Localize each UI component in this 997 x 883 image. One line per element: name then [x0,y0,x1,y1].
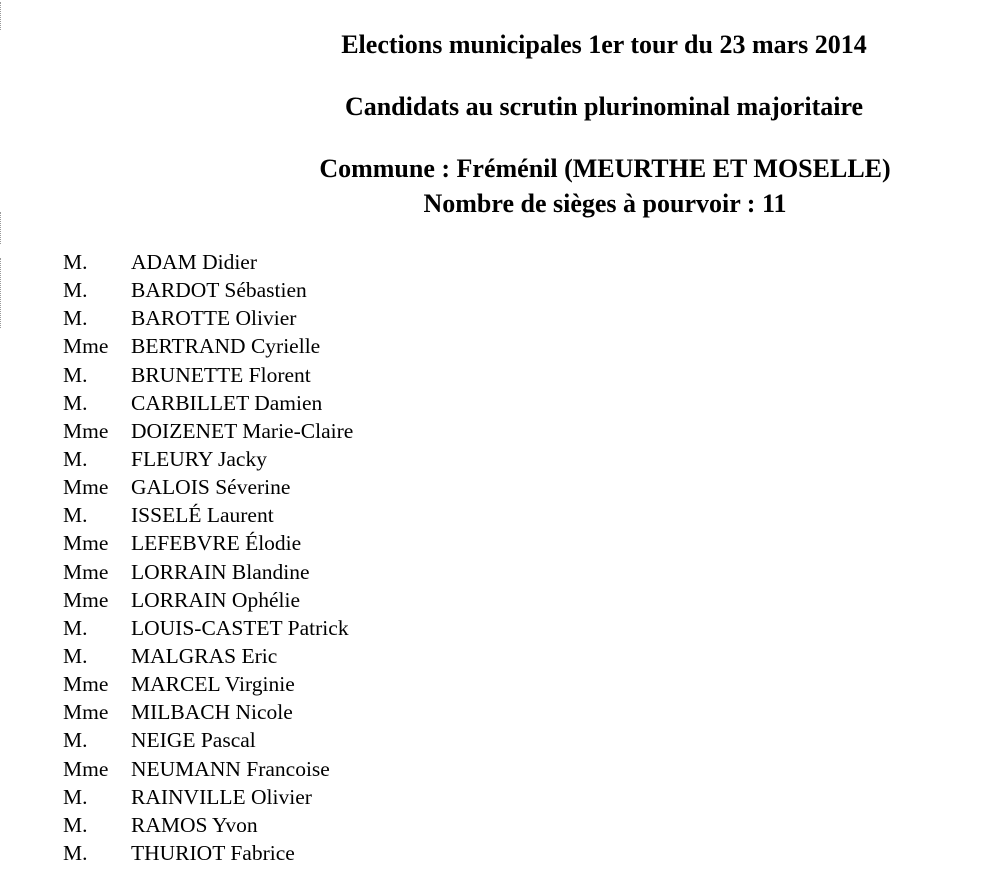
candidate-row [63,248,353,276]
candidate-row [63,698,353,726]
candidate-name: ISSELÉ Laurent [131,503,274,528]
candidate-civility: Mme [63,756,109,781]
candidate-row [63,276,353,304]
candidate-row [63,558,353,586]
candidate-row [63,726,353,754]
candidate-civility: Mme [63,334,109,359]
candidate-name: DOIZENET Marie-Claire [131,418,354,443]
seats-heading: Nombre de sièges à pourvoir : 11 [423,189,787,218]
candidate-name: FLEURY Jacky [131,446,267,471]
candidate-name: NEIGE Pascal [131,728,256,753]
candidate-civility: Mme [63,531,109,556]
candidate-name: MILBACH Nicole [131,700,293,725]
candidate-civility: M. [63,306,88,331]
candidate-name: BRUNETTE Florent [131,362,311,387]
candidate-row [63,389,353,417]
candidate-row [63,614,353,642]
candidate-row [63,304,353,332]
candidate-name: LOUIS-CASTET Patrick [131,615,349,640]
candidate-name: NEUMANN Francoise [131,756,330,781]
candidate-civility: M. [63,812,88,837]
candidate-name: MARCEL Virginie [131,672,295,697]
candidate-row [63,501,353,529]
candidate-row [63,755,353,783]
candidate-civility: M. [63,503,88,528]
candidate-name: LEFEBVRE Élodie [131,531,302,556]
document-title: Elections municipales 1er tour du 23 mars 2014 [341,30,867,59]
candidate-row [63,417,353,445]
candidate-name: THURIOT Fabrice [131,840,295,865]
candidate-civility: M. [63,643,88,668]
candidate-row [63,670,353,698]
scan-edge-marks [0,0,3,883]
candidate-list [63,248,353,867]
candidate-civility: M. [63,728,88,753]
candidate-row [63,445,353,473]
candidate-civility: M. [63,840,88,865]
candidate-civility: M. [63,615,88,640]
candidate-name: LORRAIN Blandine [131,559,310,584]
candidate-civility: Mme [63,672,109,697]
candidate-row [63,586,353,614]
candidate-name: GALOIS Séverine [131,475,291,500]
candidate-row [63,642,353,670]
candidate-row [63,529,353,557]
candidate-row [63,361,353,389]
candidate-civility: M. [63,390,88,415]
candidate-name: BARDOT Sébastien [131,278,307,303]
candidate-name: ADAM Didier [131,250,257,274]
candidate-civility: M. [63,362,88,387]
candidate-civility: Mme [63,559,109,584]
candidate-name: BAROTTE Olivier [131,306,297,331]
candidate-row [63,811,353,839]
candidate-name: RAINVILLE Olivier [131,784,312,809]
candidate-name: LORRAIN Ophélie [131,587,300,612]
candidate-name: BERTRAND Cyrielle [131,334,321,359]
candidate-name: RAMOS Yvon [131,812,258,837]
candidate-civility: Mme [63,418,109,443]
commune-heading: Commune : Fréménil (MEURTHE ET MOSELLE) [319,154,891,183]
candidate-row [63,332,353,360]
candidate-civility: M. [63,446,88,471]
candidate-civility: M. [63,278,88,303]
candidate-row [63,783,353,811]
candidate-row [63,473,353,501]
candidate-civility: Mme [63,475,109,500]
candidate-civility: Mme [63,587,109,612]
candidate-name: CARBILLET Damien [131,390,323,415]
candidate-name: MALGRAS Eric [131,643,278,668]
candidate-row [63,839,353,867]
candidate-civility: Mme [63,700,109,725]
candidate-civility: M. [63,784,88,809]
candidate-civility: M. [63,250,88,274]
document-subtitle: Candidats au scrutin plurinominal majoritaire [344,92,864,121]
